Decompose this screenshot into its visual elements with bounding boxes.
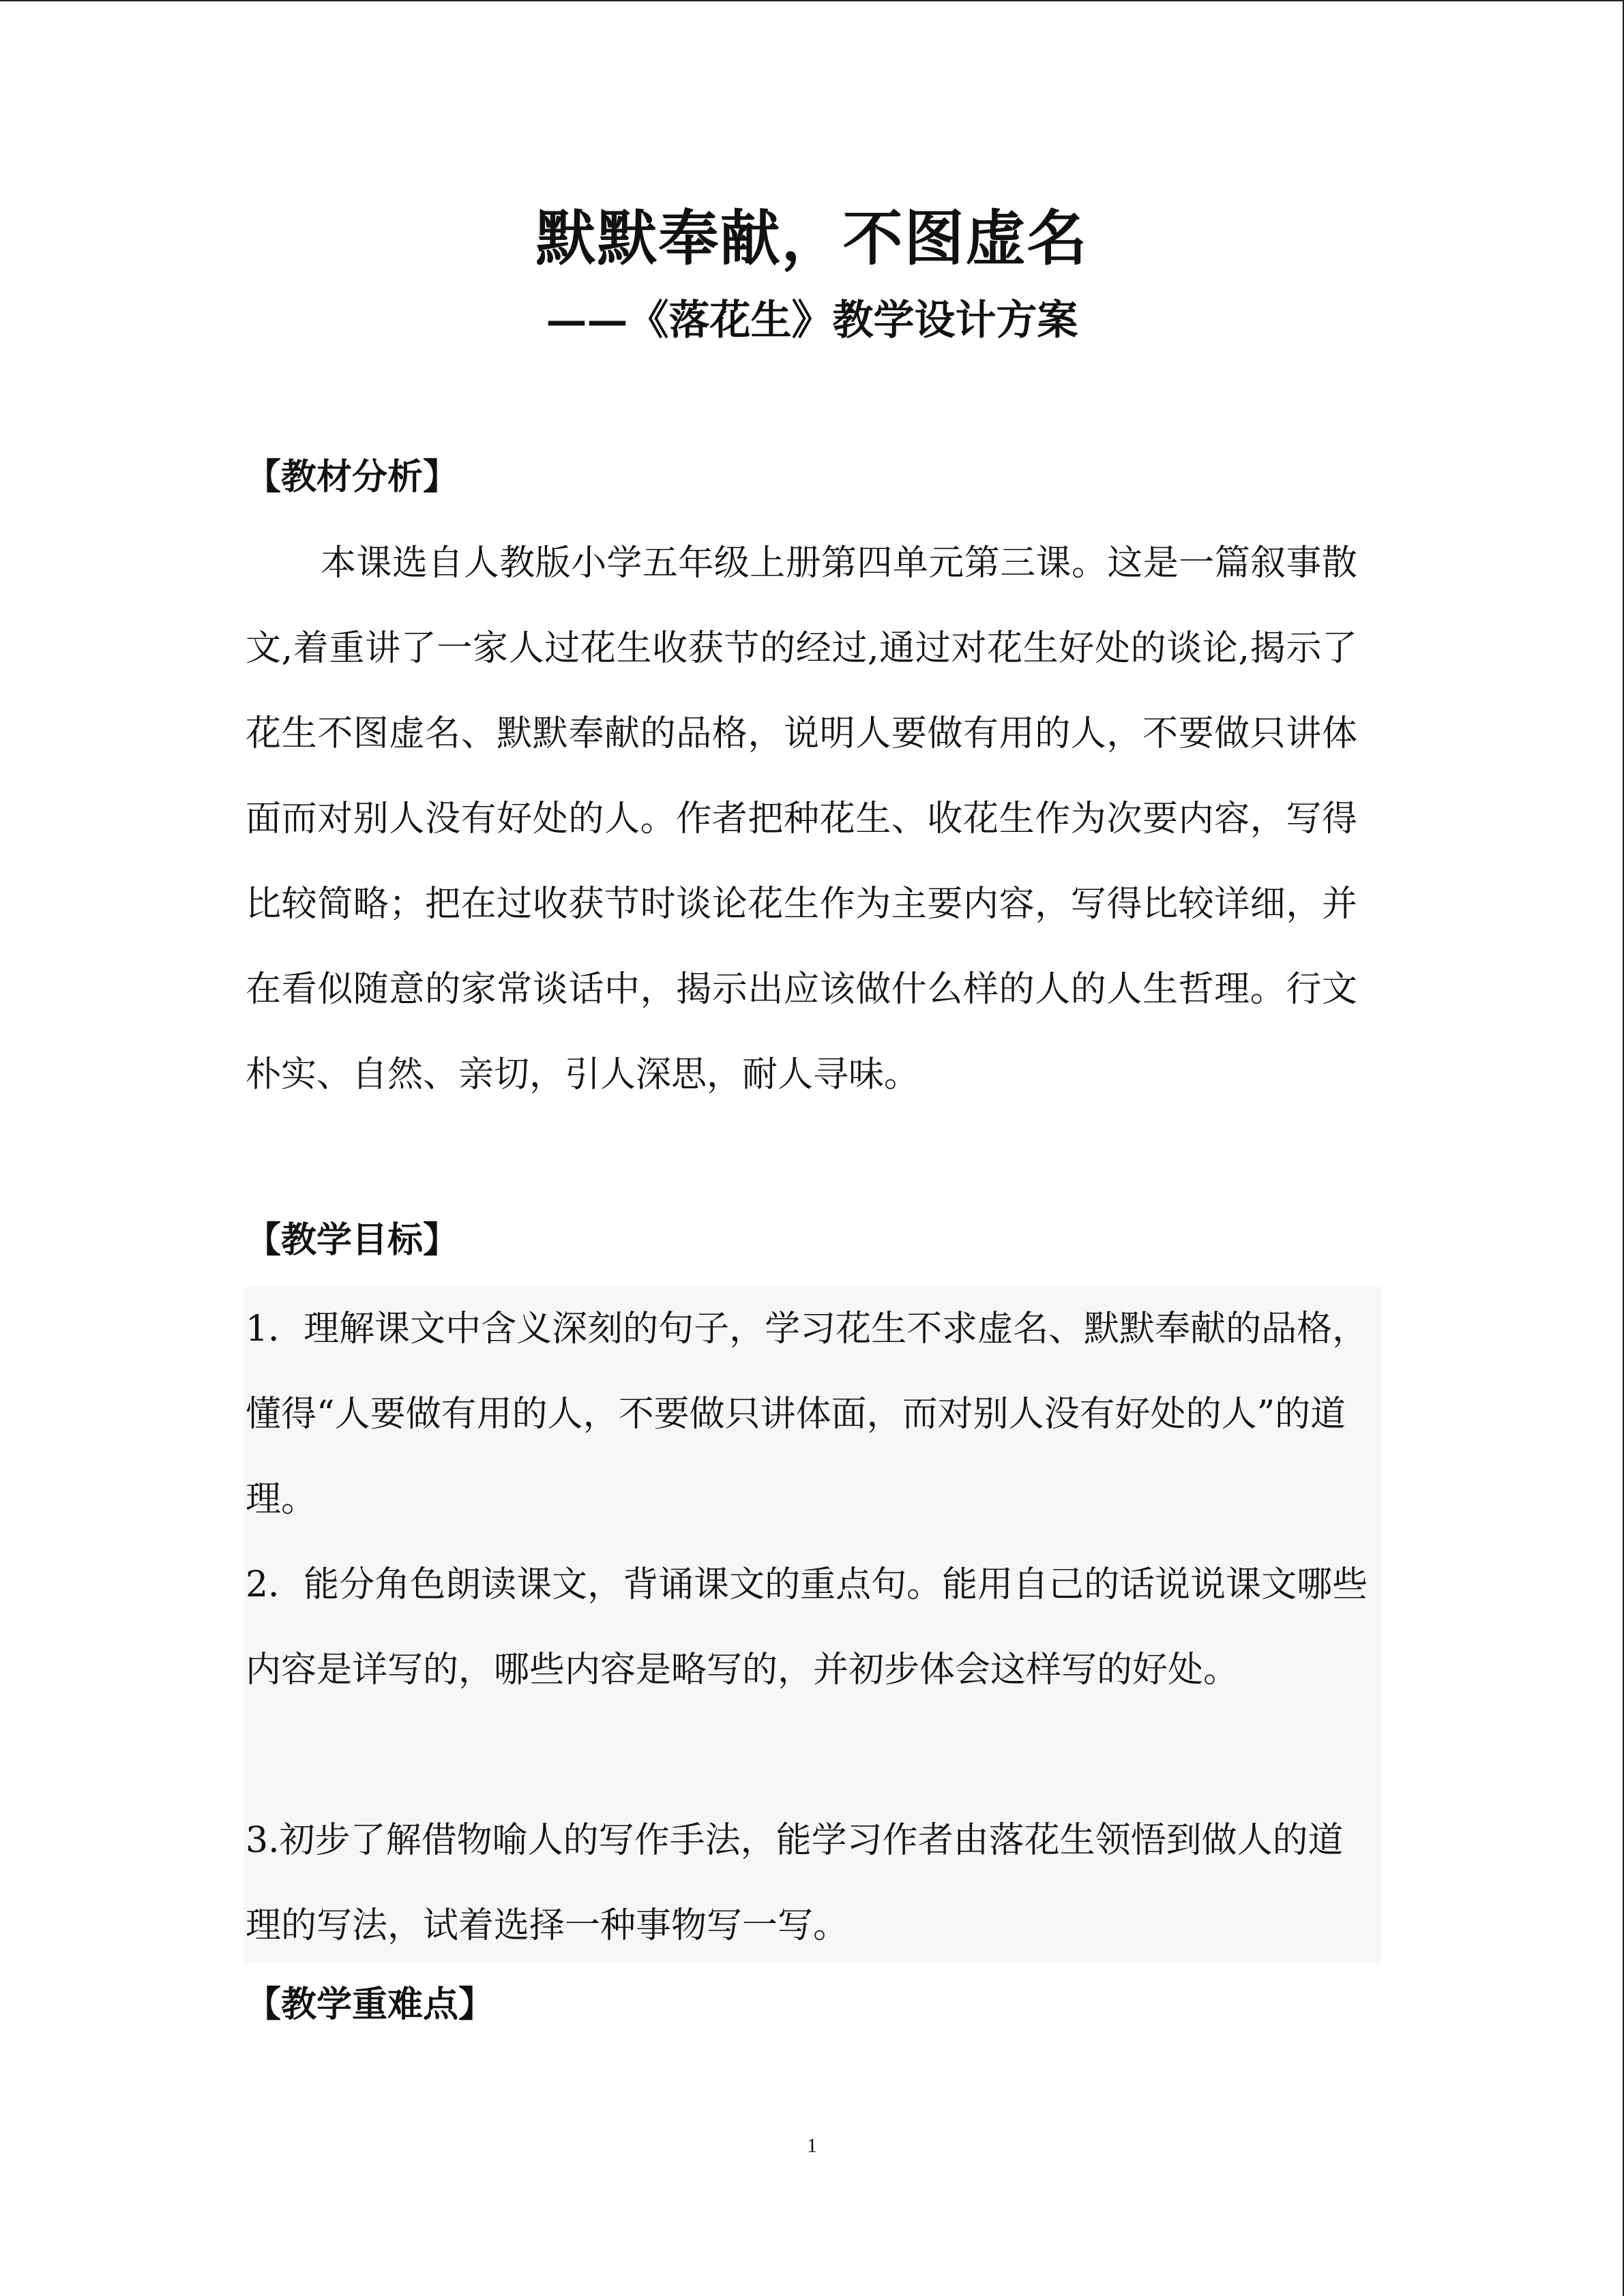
section-heading-teaching-goals: 【教学目标】: [246, 1219, 459, 1261]
teaching-goal-item-1: 1．理解课文中含义深刻的句子，学习花生不求虚名、默默奉献的品格，懂得“人要做有用的人，不要做只讲体面，而对别人没有好处的人”的道理。: [246, 1309, 1368, 1520]
page-title: 默默奉献，不图虚名: [535, 203, 1089, 273]
material-analysis-paragraph: 本课选自人教版小学五年级上册第四单元第三课。这是一篇叙事散文,着重讲了一家人过花生收获节的经过,通过对花生好处的谈论,揭示了花生不图虚名、默默奉献的品格，说明人要做有用的人，不要做只讲体面而对别人没有好处的人。作者把种花生、收花生作为次要内容，写得比较简略；把在过收获节时谈论花生作为主要内容，写得比较详细，并在看似随意的家常谈话中，揭示出应该做什么样的人的人生哲理。行文朴实、自然、亲切，引人深思，耐人寻味。: [246, 543, 1357, 1095]
page-number: 1: [807, 2134, 817, 2157]
teaching-goal-item-3: 3.初步了解借物喻人的写作手法，能学习作者由落花生领悟到做人的道理的写法，试着选择一种事物写一写。: [246, 1820, 1344, 1946]
section-heading-key-points: 【教学重难点】: [246, 1984, 494, 2025]
section-heading-material-analysis: 【教材分析】: [246, 456, 459, 498]
page-subtitle: ——《落花生》教学设计方案: [546, 297, 1078, 344]
teaching-goal-item-2: 2．能分角色朗读课文，背诵课文的重点句。能用自己的话说说课文哪些内容是详写的，哪些内容是略写的，并初步体会这样写的好处。: [246, 1564, 1368, 1690]
